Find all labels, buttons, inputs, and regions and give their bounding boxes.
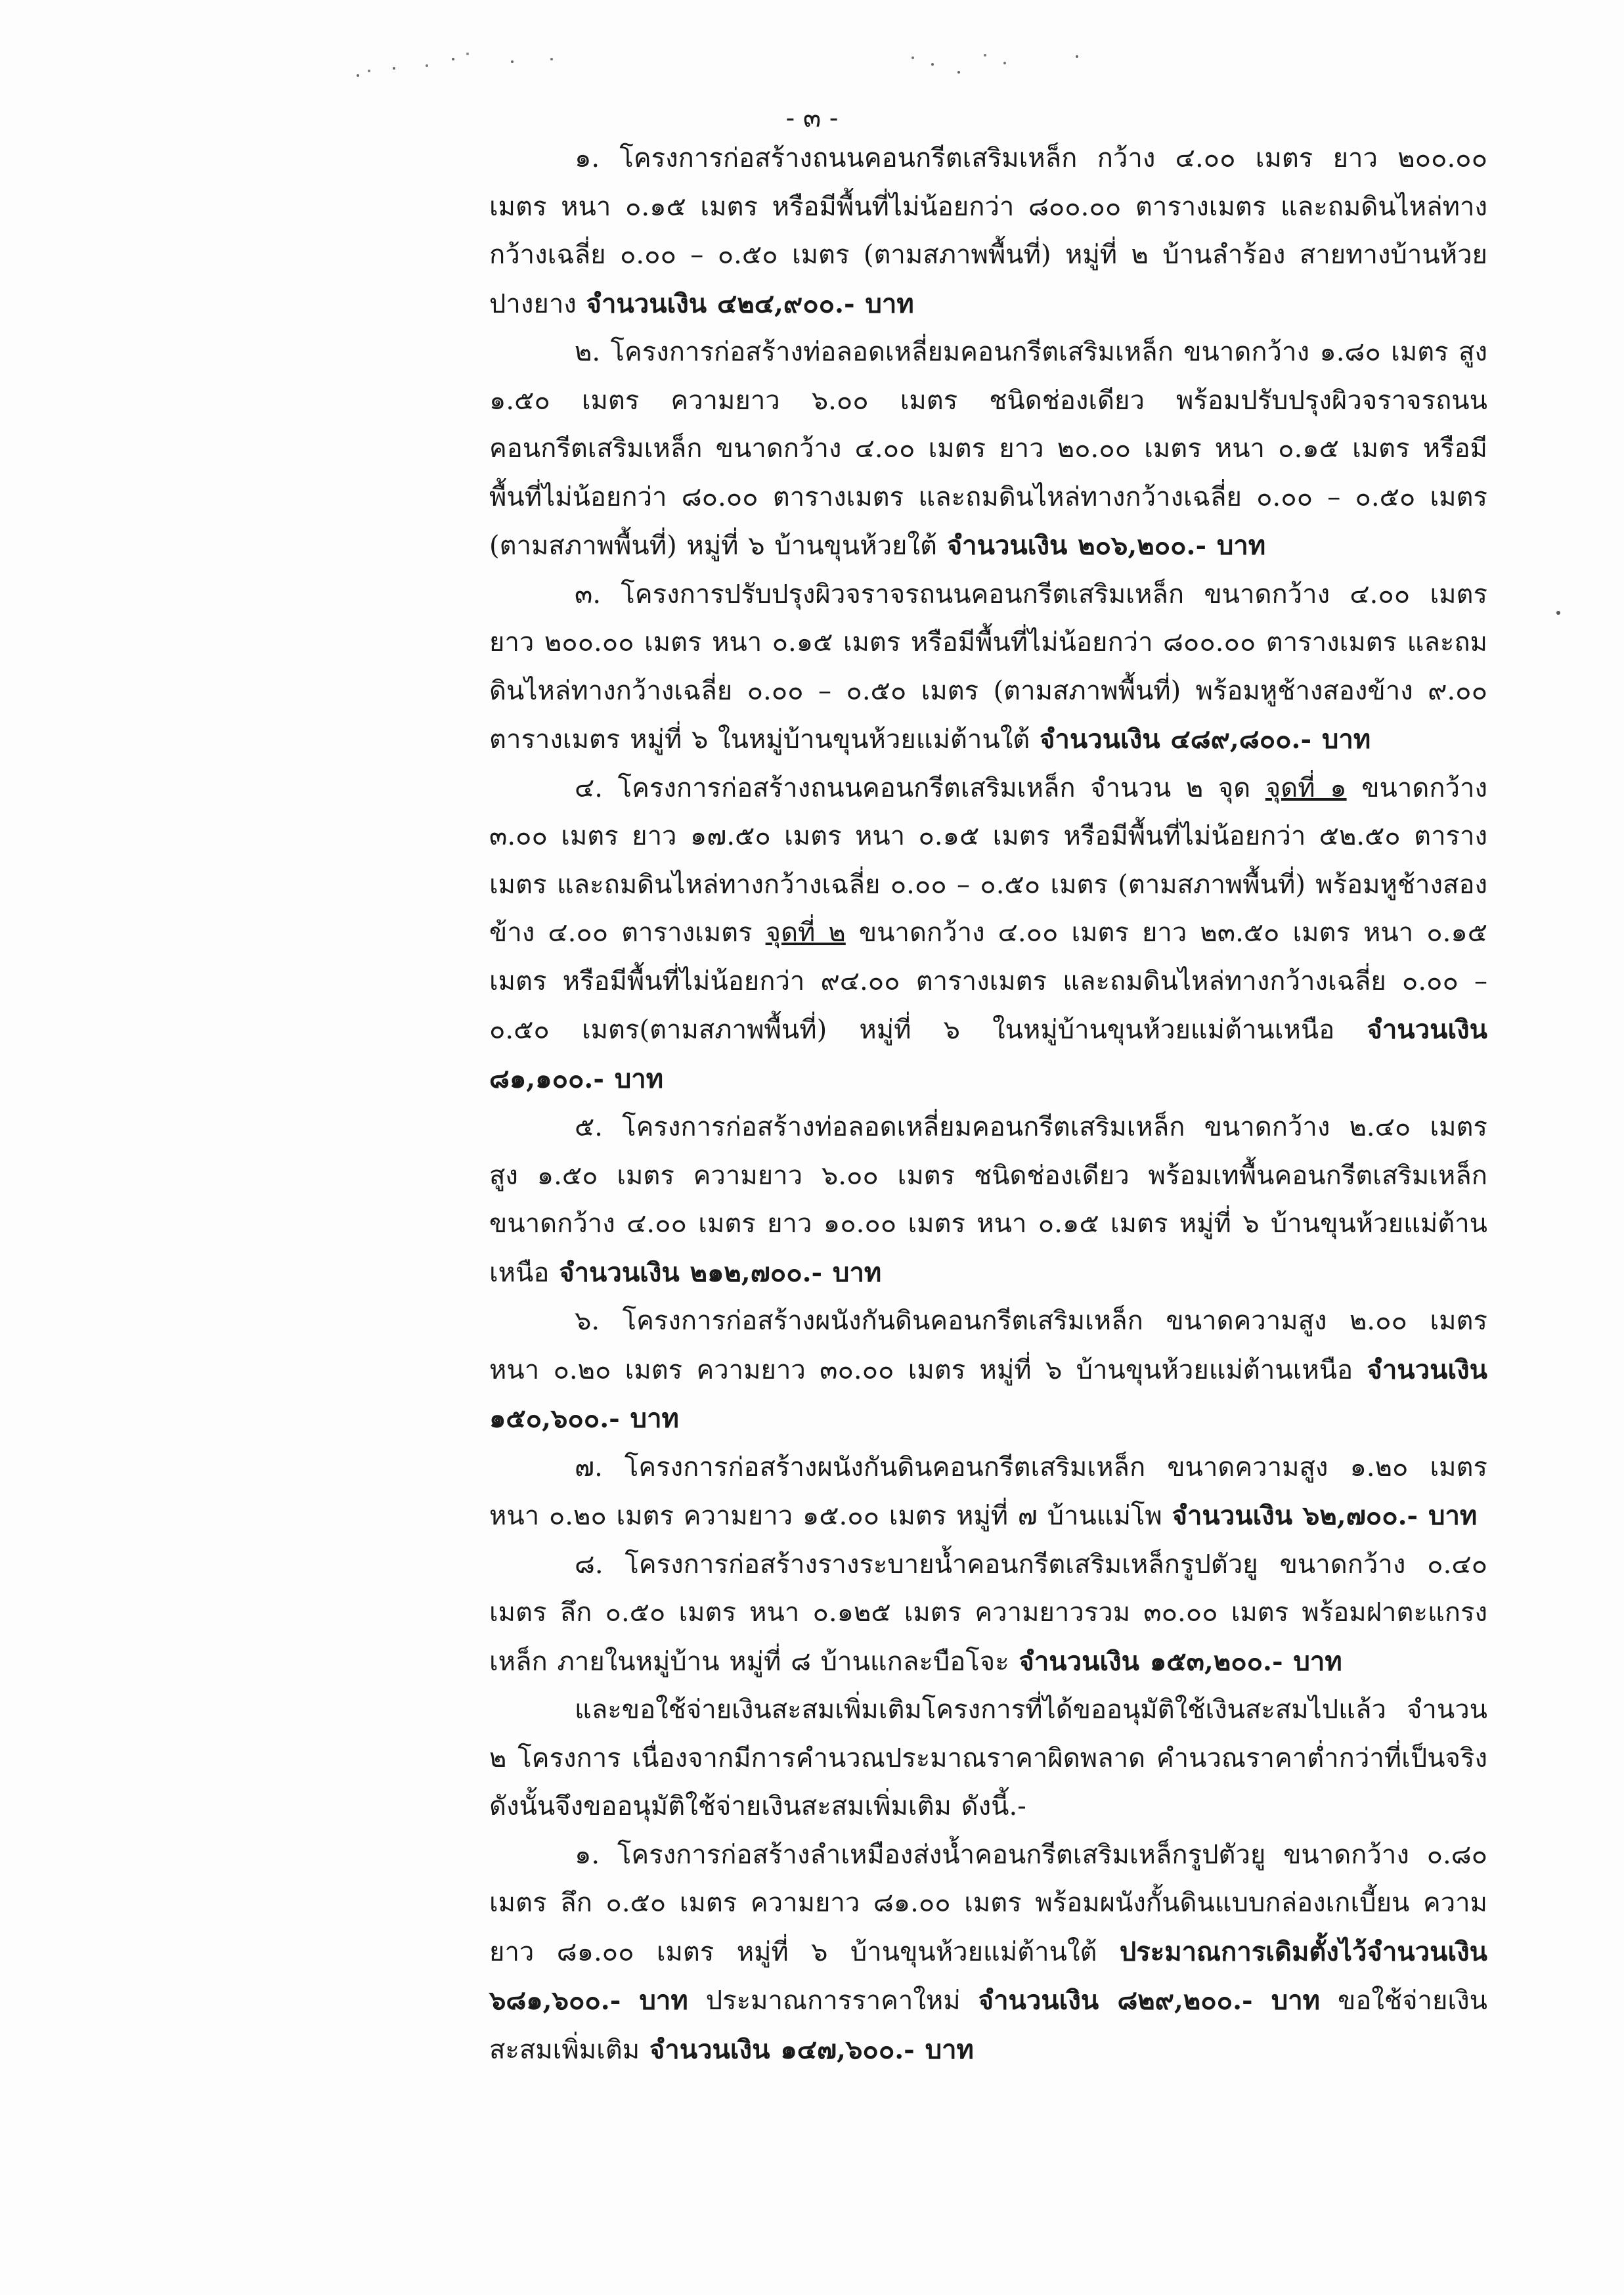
paragraph-text: ๔. โครงการก่อสร้างถนนคอนกรีตเสริมเหล็ก จำนวน ๒ จุด	[575, 772, 1265, 803]
amount-text: จำนวนเงิน ๒๐๖,๒๐๐.- บาท	[946, 530, 1266, 561]
amount-text: จำนวนเงิน ๘๒๙,๒๐๐.- บาท	[978, 1985, 1321, 2016]
paragraph-text: และขอใช้จ่ายเงินสะสมเพิ่มเติมโครงการที่ได้ขออนุมัติใช้เงินสะสมไปแล้ว จำนวน ๒ โครงการ เนื่องจากมีการคำนวณประมาณราคาผิดพลาด คำนวณราคาต่ำกว่าที่เป็นจริง ดังนั้นจึงขออนุมัติใช้จ่ายเงินสะสมเพิ่มเติม ดังนี้.-	[489, 1695, 1487, 1821]
amount-text: จำนวนเงิน ๒๑๒,๗๐๐.- บาท	[559, 1257, 882, 1288]
paragraph-text: ๘. โครงการก่อสร้างรางระบายน้ำคอนกรีตเสริมเหล็กรูปตัวยู ขนาดกว้าง ๐.๔๐ เมตร ลึก ๐.๕๐ เมตร หนา ๐.๑๒๕ เมตร ความยาวรวม ๓๐.๐๐ เมตร พร้อมฝาตะแกรงเหล็ก ภายในหมู่บ้าน หมู่ที่ ๘ บ้านแกละบือโจะ	[489, 1549, 1487, 1677]
paragraph-text: ขอใช้จ่ายเงินสะสมเพิ่มเติม	[489, 1986, 1487, 2065]
paragraph-text: ๗. โครงการก่อสร้างผนังกันดินคอนกรีตเสริมเหล็ก ขนาดความสูง ๑.๒๐ เมตร หนา ๐.๒๐ เมตร ความยาว ๑๕.๐๐ เมตร หมู่ที่ ๗ บ้านแม่โพ	[489, 1452, 1487, 1531]
page-number: - ๓ -	[785, 103, 839, 133]
amount-text: จำนวนเงิน ๑๔๗,๖๐๐.- บาท	[649, 2034, 974, 2065]
amount-text: จำนวนเงิน ๑๕๐,๖๐๐.- บาท	[489, 1354, 1487, 1434]
paragraph-text: ขนาดกว้าง ๓.๐๐ เมตร ยาว ๑๗.๕๐ เมตร หนา ๐.๑๕ เมตร หรือมีพื้นที่ไม่น้อยกว่า ๕๒.๕๐ ตารางเมตร และถมดินไหล่ทางกว้างเฉลี่ย ๐.๐๐ – ๐.๕๐ เมตร (ตามสภาพพื้นที่) พร้อมหูช้างสองข้าง ๔.๐๐ ตารางเมตร	[489, 772, 1487, 948]
paragraph-p10	[489, 1831, 1487, 2075]
paragraph-p7	[489, 1444, 1487, 1541]
paragraph-p1	[489, 135, 1487, 328]
paragraph-text: ประมาณการราคาใหม่	[688, 1986, 978, 2016]
paragraph-text: ๑. โครงการก่อสร้างถนนคอนกรีตเสริมเหล็ก กว้าง ๔.๐๐ เมตร ยาว ๒๐๐.๐๐ เมตร หนา ๐.๑๕ เมตร หรือมีพื้นที่ไม่น้อยกว่า ๘๐๐.๐๐ ตารางเมตร และถมดินไหล่ทาง กว้างเฉลี่ย ๐.๐๐ – ๐.๕๐ เมตร (ตามสภาพพื้นที่) หมู่ที่ ๒ บ้านลำร้อง สายทางบ้านห้วยปางยาง	[489, 143, 1487, 319]
paragraph-p6	[489, 1297, 1487, 1444]
amount-text: จำนวนเงิน ๑๕๓,๒๐๐.- บาท	[1019, 1645, 1342, 1677]
paragraph-p9	[489, 1686, 1487, 1831]
amount-text: ประมาณการเดิมตั้งไว้จำนวนเงิน ๖๘๑,๖๐๐.- บาท	[489, 1936, 1487, 2016]
paragraph-text: ๖. โครงการก่อสร้างผนังกันดินคอนกรีตเสริมเหล็ก ขนาดความสูง ๒.๐๐ เมตร หนา ๐.๒๐ เมตร ความยาว ๓๐.๐๐ เมตร หมู่ที่ ๖ บ้านขุนห้วยแม่ต้านเหนือ	[489, 1306, 1487, 1385]
amount-text: จำนวนเงิน ๔๒๔,๙๐๐.- บาท	[586, 288, 914, 319]
paragraph-p5	[489, 1103, 1487, 1297]
paragraph-p2	[489, 328, 1487, 571]
paragraph-text: ขนาดกว้าง ๔.๐๐ เมตร ยาว ๒๓.๕๐ เมตร หนา ๐.๑๕ เมตร หรือมีพื้นที่ไม่น้อยกว่า ๙๔.๐๐ ตารางเมตร และถมดินไหล่ทางกว้างเฉลี่ย ๐.๐๐ – ๐.๕๐ เมตร(ตามสภาพพื้นที่) หมู่ที่ ๖ ในหมู่บ้านขุนห้วยแม่ต้านเหนือ	[489, 918, 1487, 1045]
paragraph-text: ๓. โครงการปรับปรุงผิวจราจรถนนคอนกรีตเสริมเหล็ก ขนาดกว้าง ๔.๐๐ เมตร ยาว ๒๐๐.๐๐ เมตร หนา ๐.๑๕ เมตร หรือมีพื้นที่ไม่น้อยกว่า ๘๐๐.๐๐ ตารางเมตร และถมดินไหล่ทางกว้างเฉลี่ย ๐.๐๐ – ๐.๕๐ เมตร (ตามสภาพพื้นที่) พร้อมหูช้างสองข้าง ๙.๐๐ ตารางเมตร หมู่ที่ ๖ ในหมู่บ้านขุนห้วยแม่ต้านใต้	[489, 579, 1487, 755]
amount-text: จำนวนเงิน ๘๑,๑๐๐.- บาท	[489, 1014, 1487, 1094]
paragraph-p3	[489, 571, 1487, 765]
scan-dot-mark	[1556, 611, 1560, 615]
underlined-label: จุดที่ ๒	[765, 918, 846, 948]
scan-noise-marks	[355, 39, 1143, 92]
document-body	[489, 135, 1487, 2074]
paragraph-p4	[489, 765, 1487, 1104]
amount-text: จำนวนเงิน ๖๒,๗๐๐.- บาท	[1172, 1500, 1478, 1531]
paragraph-text: ๒. โครงการก่อสร้างท่อลอดเหลี่ยมคอนกรีตเสริมเหล็ก ขนาดกว้าง ๑.๘๐ เมตร สูง ๑.๕๐ เมตร ความยาว ๖.๐๐ เมตร ชนิดช่องเดียว พร้อมปรับปรุงผิวจราจรถนนคอนกรีตเสริมเหล็ก ขนาดกว้าง ๔.๐๐ เมตร ยาว ๒๐.๐๐ เมตร หนา ๐.๑๕ เมตร หรือมีพื้นที่ไม่น้อยกว่า ๘๐.๐๐ ตารางเมตร และถมดินไหล่ทางกว้างเฉลี่ย ๐.๐๐ – ๐.๕๐ เมตร (ตามสภาพพื้นที่) หมู่ที่ ๖ บ้านขุนห้วยใต้	[489, 337, 1487, 561]
amount-text: จำนวนเงิน ๔๘๙,๘๐๐.- บาท	[1039, 724, 1371, 755]
underlined-label: จุดที่ ๑	[1265, 772, 1347, 803]
paragraph-text: ๕. โครงการก่อสร้างท่อลอดเหลี่ยมคอนกรีตเสริมเหล็ก ขนาดกว้าง ๒.๔๐ เมตร สูง ๑.๕๐ เมตร ความยาว ๖.๐๐ เมตร ชนิดช่องเดียว พร้อมเทพื้นคอนกรีตเสริมเหล็ก ขนาดกว้าง ๔.๐๐ เมตร ยาว ๑๐.๐๐ เมตร หนา ๐.๑๕ เมตร หมู่ที่ ๖ บ้านขุนห้วยแม่ต้านเหนือ	[489, 1112, 1487, 1288]
paragraph-p8	[489, 1541, 1487, 1687]
paragraph-text: ๑. โครงการก่อสร้างลำเหมืองส่งน้ำคอนกรีตเสริมเหล็กรูปตัวยู ขนาดกว้าง ๐.๘๐ เมตร ลึก ๐.๕๐ เมตร ความยาว ๘๑.๐๐ เมตร พร้อมผนังกั้นดินแบบกล่องเกเบี้ยน ความยาว ๘๑.๐๐ เมตร หมู่ที่ ๖ บ้านขุนห้วยแม่ต้านใต้	[489, 1839, 1487, 1967]
